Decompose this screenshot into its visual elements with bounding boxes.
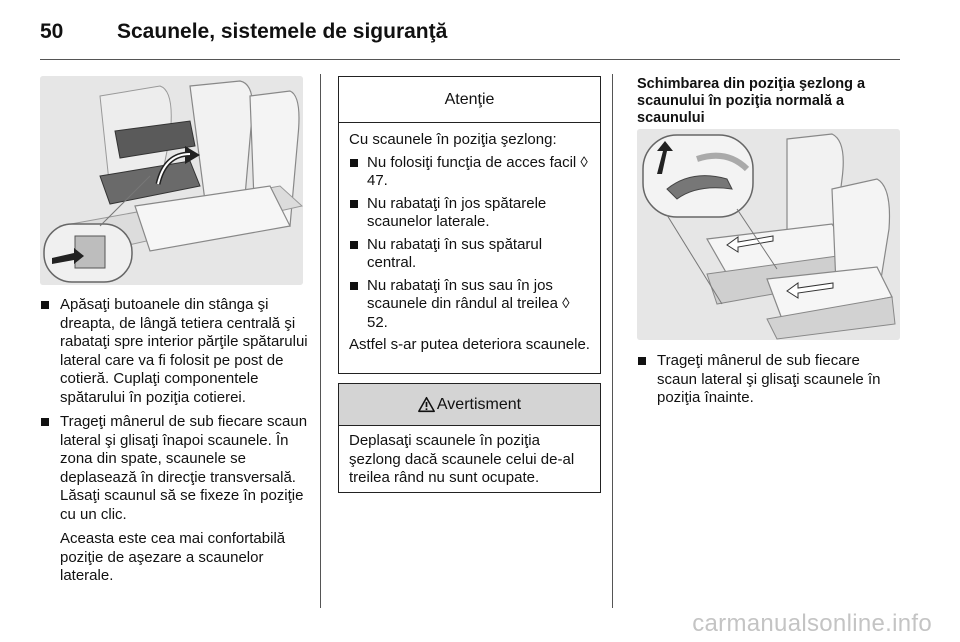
list-item	[349, 195, 592, 232]
seat-armrest-figure	[40, 76, 303, 285]
header-rule	[40, 59, 900, 60]
list-item	[349, 154, 592, 191]
warning-box	[338, 383, 601, 493]
bullet-square-icon	[638, 357, 646, 365]
attention-box-body	[339, 123, 600, 355]
list-item	[349, 236, 592, 273]
warning-text: Deplasaţi scaunele în poziţia şezlong dacă scaunele celui de-al treilea rând nu sunt ocupate.	[349, 432, 575, 486]
page-number: 50	[40, 20, 64, 43]
bullet-square-icon	[350, 241, 358, 249]
attention-box	[338, 76, 601, 374]
list-item	[40, 296, 308, 407]
warning-box-title	[339, 384, 600, 426]
attention-box-title: Atenţie	[339, 77, 600, 123]
list-item	[40, 413, 308, 586]
page-title: Scaunele, sistemele de siguranţă	[117, 20, 448, 43]
bullet-square-icon	[41, 301, 49, 309]
section-subheading: Schimbarea din poziţia şezlong a scaunului în poziţia normală a scaunului	[637, 76, 866, 126]
bullet-square-icon	[350, 282, 358, 290]
attention-list	[349, 154, 592, 333]
list-item-text: Apăsaţi butoanele din stânga şi dreapta, de lângă tetiera centrală şi rabataţi spre interior părţile spătarului lateral care va fi folosit pe post de cotieră. Cuplaţi componentele spătarului în poziţia cotierei.	[60, 296, 308, 406]
list-item-text: Nu folosiţi funcţia de acces facil ◊ 47.	[367, 153, 588, 189]
list-item	[349, 277, 592, 333]
attention-intro: Cu scaunele în poziţia şezlong:	[349, 131, 557, 148]
column-divider-left	[320, 74, 321, 608]
bullet-square-icon	[350, 200, 358, 208]
list-item-text: Nu rabataţi în sus spătarul central.	[367, 235, 543, 271]
column-divider-right	[612, 74, 613, 608]
list-item-text: Nu rabataţi în jos spătarele scaunelor laterale.	[367, 194, 547, 230]
right-instructions-list	[637, 352, 902, 414]
seat-armrest-illustration-icon	[40, 76, 303, 285]
seat-slide-forward-illustration-icon	[637, 129, 900, 340]
bullet-square-icon	[41, 418, 49, 426]
list-item-text: Trageţi mânerul de sub fiecare scaun lateral şi glisaţi scaunele în poziţia înainte.	[657, 352, 881, 406]
warning-triangle-icon	[418, 396, 435, 413]
list-item-continuation: Aceasta este cea mai confortabilă poziţie de aşezare a scaunelor laterale.	[60, 530, 286, 584]
seat-slide-figure	[637, 129, 900, 340]
list-item-text: Trageţi mânerul de sub fiecare scaun lateral şi glisaţi înapoi scaunele. În zona din spate, scaunele se deplasează în direcţie transversală. Lăsaţi scaunul să se fixeze în poziţie cu un clic.	[60, 413, 308, 523]
left-instructions-list	[40, 296, 308, 592]
list-item-text: Nu rabataţi în sus sau în jos scaunele din rândul al treilea ◊ 52.	[367, 276, 570, 331]
warning-box-body	[339, 426, 600, 488]
bullet-square-icon	[350, 159, 358, 167]
attention-closing: Astfel s-ar putea deteriora scaunele.	[349, 336, 590, 353]
warning-title-text: Avertisment	[436, 395, 522, 413]
list-item	[637, 352, 902, 408]
watermark: carmanualsonline.info	[692, 610, 932, 637]
